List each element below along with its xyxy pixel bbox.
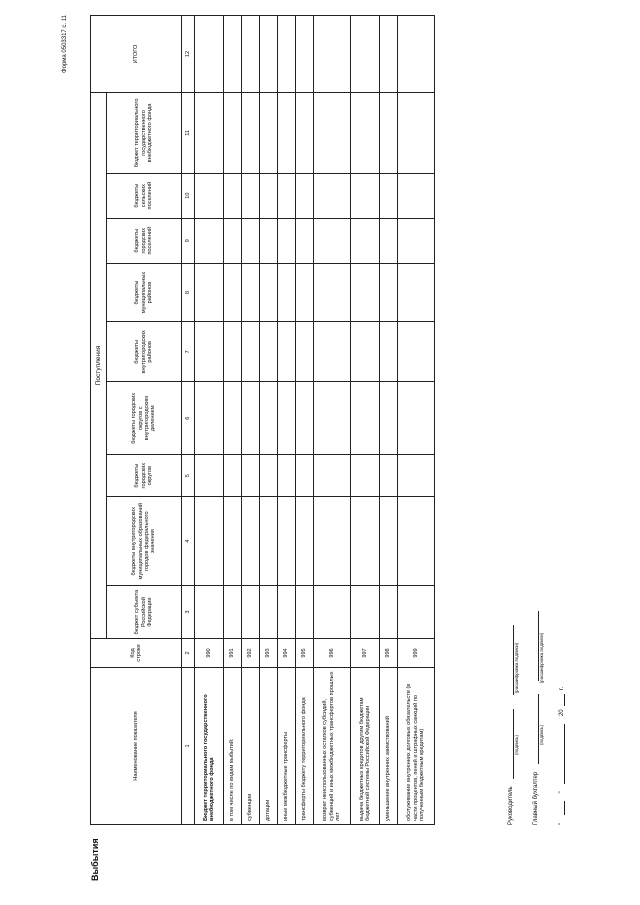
- column-number: 7: [182, 322, 195, 382]
- col-code-header: Код строки: [91, 639, 182, 668]
- date-month-line: [556, 724, 565, 784]
- signature-line: [505, 709, 514, 779]
- table-row: [314, 16, 351, 825]
- column-header: бюджет территориального государственного внебюджетного фонда: [107, 93, 182, 174]
- receipts-header: Поступления: [91, 93, 107, 639]
- sign-caption: (подпись): [539, 724, 544, 745]
- accountant-signature-block: [530, 605, 545, 825]
- row-code: 992: [242, 639, 260, 668]
- row-code: 996: [314, 639, 351, 668]
- column-header: бюджеты городских округов: [107, 455, 182, 497]
- form-number: Форма 0503317 с. 11: [62, 15, 68, 73]
- row-name: субвенции: [242, 668, 260, 825]
- signature-line: [505, 625, 514, 695]
- date-suffix: г.: [559, 686, 565, 690]
- head-label: Руководитель: [508, 786, 514, 825]
- column-header: бюджеты сельских поселений: [107, 173, 182, 218]
- table-row: [296, 16, 314, 825]
- date-quote: ": [559, 791, 565, 794]
- accountant-label: Главный бухгалтер: [533, 771, 539, 825]
- signature-line: [530, 611, 539, 681]
- row-code: 993: [260, 639, 278, 668]
- col-name-header: Наименование показателя: [91, 668, 182, 825]
- column-number: 1: [182, 668, 195, 825]
- date-block: [556, 687, 565, 825]
- date-quote: ": [559, 822, 565, 825]
- column-header: бюджет субъекта Российской Федерации: [107, 586, 182, 639]
- column-number: 9: [182, 218, 195, 263]
- column-number: 5: [182, 455, 195, 497]
- column-number: 8: [182, 263, 195, 321]
- section-label: Выбытия: [90, 838, 100, 881]
- signature-line: [530, 694, 539, 764]
- column-number: 6: [182, 382, 195, 455]
- total-header: ИТОГО: [91, 16, 182, 93]
- row-code: 994: [278, 639, 296, 668]
- row-name: в том числе по видам выбытий:: [224, 668, 242, 825]
- table-row: [278, 16, 296, 825]
- column-number: 10: [182, 173, 195, 218]
- row-code: 997: [351, 639, 380, 668]
- column-header: бюджеты городских округов с внутригородским делением: [107, 382, 182, 455]
- table-row: [398, 16, 435, 825]
- row-name: уменьшение внутренних заимствований: [380, 668, 398, 825]
- date-day-line: [556, 801, 565, 815]
- decode-caption: (расшифровка подписи): [514, 642, 519, 694]
- row-name: возврат неиспользованных остатков субсидий, субвенций и иных межбюджетных трансфертов прошлых лет: [314, 668, 351, 825]
- column-number: 12: [182, 16, 195, 93]
- row-code: 995: [296, 639, 314, 668]
- column-header: бюджеты внутригородских районов: [107, 322, 182, 382]
- table-row: [242, 16, 260, 825]
- report-table: [90, 15, 435, 825]
- table-row: [351, 16, 380, 825]
- row-name: Бюджет территориального государственного внебюджетного фонда: [195, 668, 224, 825]
- row-code: 991: [224, 639, 242, 668]
- row-name: выдача бюджетных кредитов другим бюджетам бюджетной системы Российской Федерации: [351, 668, 380, 825]
- table-row: [224, 16, 242, 825]
- row-code: 998: [380, 639, 398, 668]
- sign-caption: (подпись): [514, 734, 519, 755]
- date-year: 20: [559, 709, 565, 717]
- row-name: трансферты бюджету территориального фонда: [296, 668, 314, 825]
- date-year-line: [556, 694, 565, 706]
- table-row: [260, 16, 278, 825]
- table-row: [195, 16, 224, 825]
- column-header: бюджеты городских поселений: [107, 218, 182, 263]
- rotated-form-sheet: [60, 5, 580, 885]
- column-number: 2: [182, 639, 195, 668]
- column-number: 3: [182, 586, 195, 639]
- column-number: 11: [182, 93, 195, 174]
- column-number: 4: [182, 497, 195, 586]
- row-code: 990: [195, 639, 224, 668]
- head-signature-block: [505, 619, 520, 825]
- row-code: 999: [398, 639, 435, 668]
- row-name: обслуживание внутренних долговых обязательств (в части процентов, пеней и штрафных санкций по полученным бюджетным кредитам): [398, 668, 435, 825]
- column-header: бюджеты муниципальных районов: [107, 263, 182, 321]
- row-name: иные межбюджетные трансферты: [278, 668, 296, 825]
- table-row: [380, 16, 398, 825]
- decode-caption: (расшифровка подписи): [539, 632, 544, 684]
- row-name: дотации: [260, 668, 278, 825]
- column-header: бюджеты внутригородских муниципальных образований городов федерального значения: [107, 497, 182, 586]
